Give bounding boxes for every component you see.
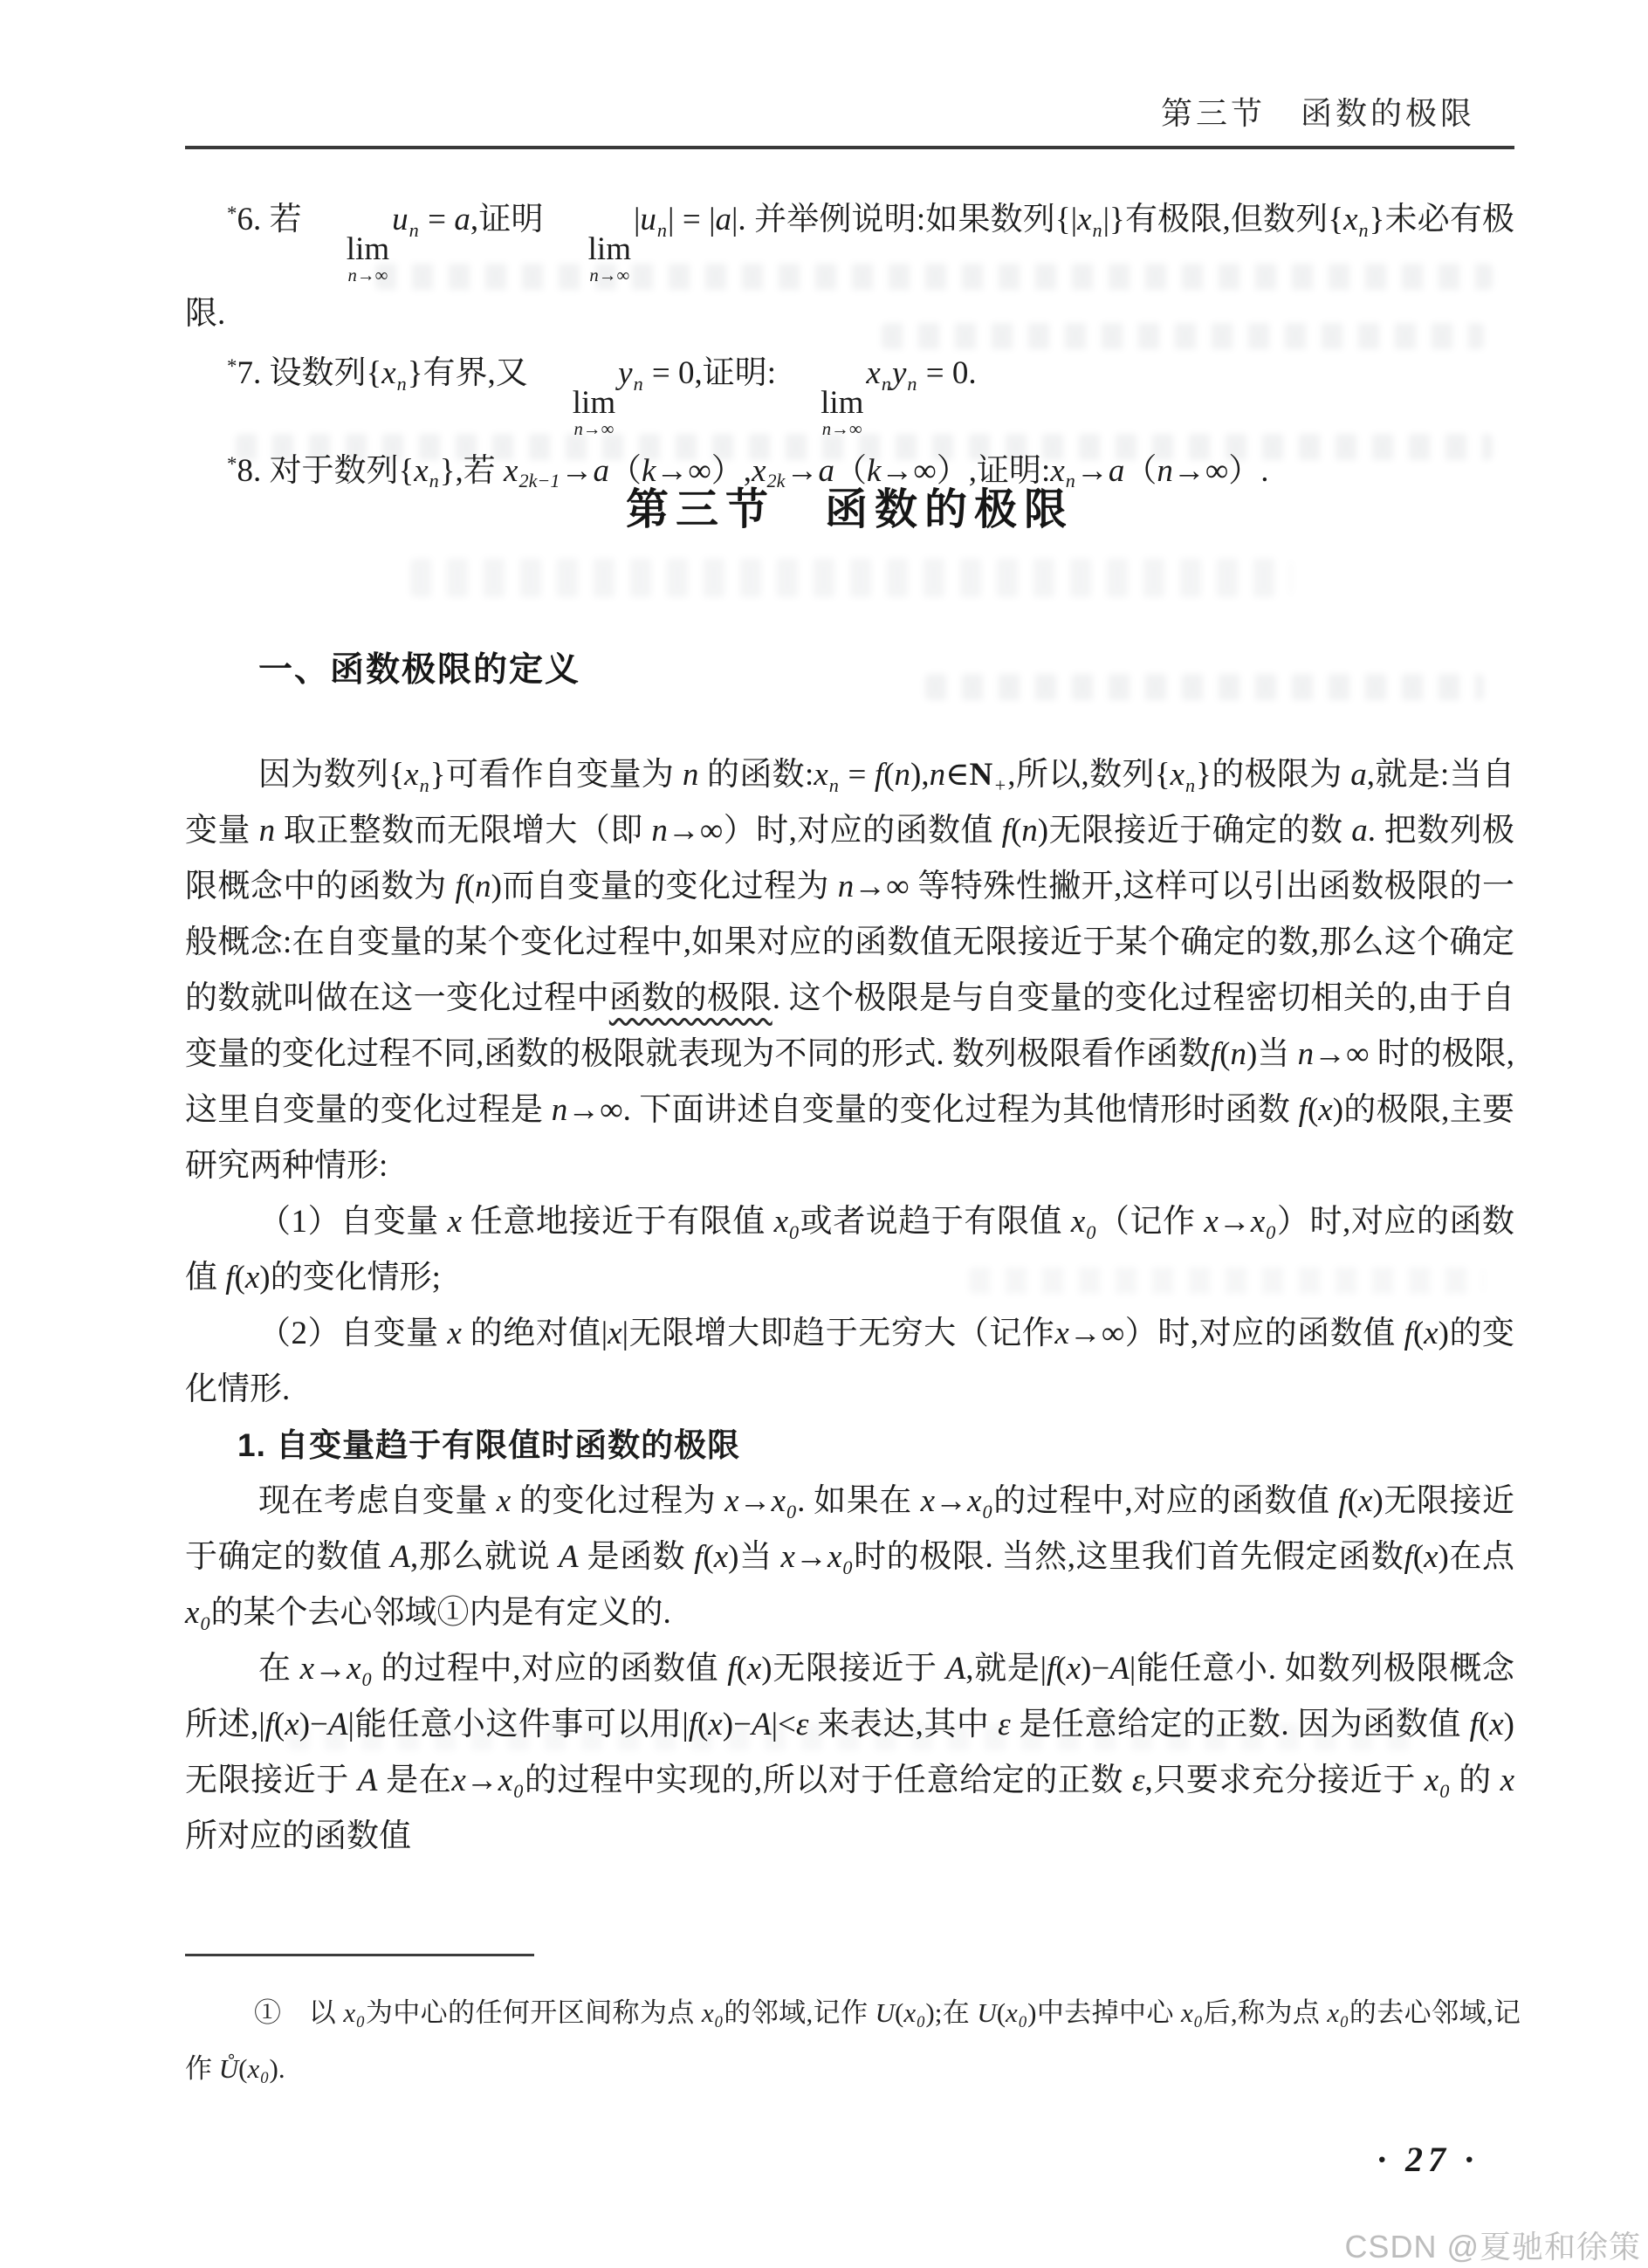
subsection-heading: 一、函数极限的定义 [258, 651, 581, 689]
footnote-text: ① 以 $x_0$为中心的任何开区间称为点 $x_0$的邻域,记作 $U(x_0)$;在 $U(x_0)$中去掉中心 $x_0$后,称为点 $x_0$的去心邻域,记作 $Ů(x_0)$. [185, 1997, 1521, 2088]
section-title: 第三节 函数的极限 [625, 486, 1074, 533]
paragraph-limit-at-point: 现在考虑自变量 x 的变化过程为 $x\to x_0$. 如果在 $x\to x_0$的过程中,对应的函数值 f(x)无限接近于确定的数值 A,那么就说 A 是函数 f(x)当 $x\to x_0$时的极限. 当然,这里我们首先假定函数f(x)在点 $x_0$的某个去心邻域①内是有定义的. [185, 1483, 1515, 1634]
page-number: · 27 · [1377, 2140, 1479, 2179]
bleed-through-smudge [410, 559, 1292, 597]
watermark: CSDN @夏驰和徐策 [1344, 2229, 1641, 2265]
exercise-item-7: *7. 设数列$\{x_n\}$有界,又 lim n→∞ $y_n = 0$,证明: lim n→∞ $x_ny_n = 0$. [227, 354, 977, 440]
body-text [185, 747, 1514, 1865]
list-item-case-1: （1）自变量 x 任意地接近于有限值 $x_0$或者说趋于有限值 $x_0$（记作 $x\to x_0$）时,对应的函数值 f(x)的变化情形; [185, 1204, 1515, 1296]
paragraph-definition-intro: 因为数列$\{x_n\}$可看作自变量为 n 的函数$:x_n$ = $f(n),n\in N_+$,所以,数列$\{x_n\}$的极限为 a,就是:当自变量 n 取正整数而无限增大（即 n→∞）时,对应的函数值 f(n)无限接近于确定的数 a. 把数列极限概念中的函数为 f(n)而自变量的变化过程为 n→∞ 等特殊性撇开,这样可以引出函数极限的一般概念:在自变量的某个变化过程中,如果对应的函数值无限接近于某个确定的数,那么这个确定的数就叫做在这一变化过程中函数的极限. 这个极限是与自变量的变化过程密切相关的,由于自变量的变化过程不同,函数的极限就表现为不同的形式. 数列极限看作函数f(n)当 n→∞ 时的极限,这里自变量的变化过程是 n→∞. 下面讲述自变量的变化过程为其他情形时函数 f(x)的极限,主要研究两种情形: [185, 757, 1515, 1184]
numbered-subheading: 1. 自变量趋于有限值时函数的极限 [237, 1427, 741, 1463]
paragraph-epsilon-argument: 在 $x\to x_0$ 的过程中,对应的函数值 f(x)无限接近于 A,就是|f(x)−A|能任意小. 如数列极限概念所述,|f(x)−A|能任意小这件事可以用|f(x)−A|<ε 来表达,其中 ε 是任意给定的正数. 因为函数值 f(x)无限接近于 A 是在$x\to x_0$的过程中实现的,所以对于任意给定的正数 ε,只要求充分接近于 $x_0$ 的 x 所对应的函数值 [185, 1651, 1514, 1854]
footnote-divider [185, 1954, 534, 1956]
running-header: 第三节 函数的极限 [1160, 95, 1475, 131]
exercise-item-8: *8. 对于数列$\{x_n\}$,若 $x_{2k-1}\to a(k\to\infty),x_{2k}\to a(k\to\infty)$,证明$:x_n\to a(n\to\infty)$. [227, 452, 1269, 492]
header-rule [185, 146, 1514, 149]
list-item-case-2: （2）自变量 x 的绝对值|x|无限增大即趋于无穷大（记作x→∞）时,对应的函数值 f(x)的变化情形. [185, 1316, 1514, 1407]
exercise-list [185, 192, 1514, 503]
footnote [185, 1985, 1521, 2097]
exercise-item-6: *6. 若 lim n→∞ $u_n = a$,证明 lim n→∞ $|u_n| = |a|$. 并举例说明:如果数列$\{|x_n|\}$有极限,但数列$\{x_n\}$未必有极限. [185, 202, 1514, 332]
